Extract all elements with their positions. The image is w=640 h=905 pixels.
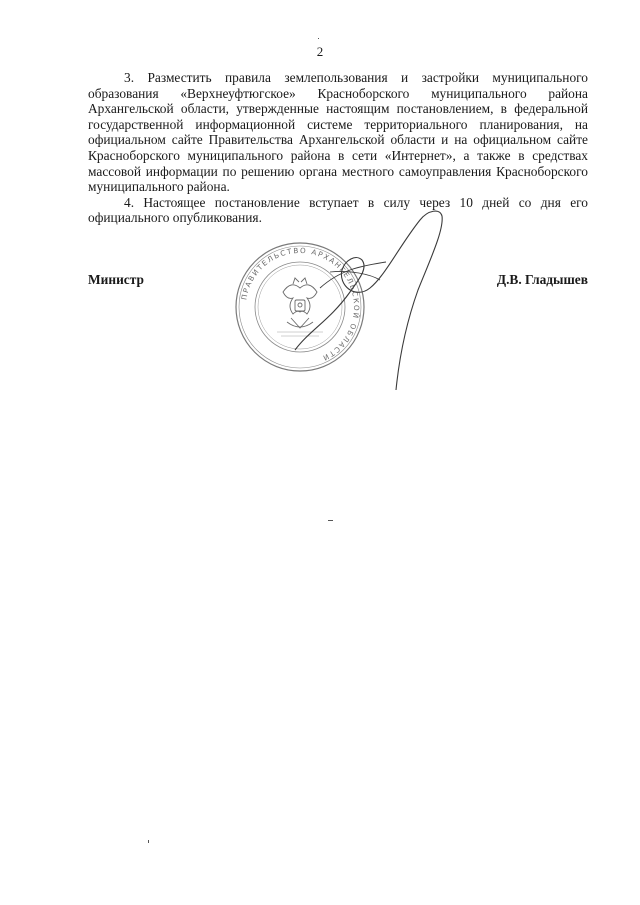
signer-title: Министр <box>88 272 144 287</box>
page-number: 2 <box>316 44 324 59</box>
scan-speck <box>328 520 333 521</box>
handwritten-signature <box>290 200 450 400</box>
seal-text: ПРАВИТЕЛЬСТВО АРХАНГЕЛЬСКОЙ ОБЛАСТИ <box>239 245 362 364</box>
scan-speck <box>148 840 149 843</box>
signer-name: Д.В. Гладышев <box>496 272 588 287</box>
scan-speck <box>318 38 319 39</box>
paragraph-4: 4. Настоящее постановление вступает в силу через 10 дней со дня его официального опубликования. <box>88 194 588 226</box>
paragraph-3: 3. Разместить правила землепользования и застройки муниципального образования «Верхнеуфтюгское» Красноборского муниципального района Архангельской области, утвержденные настоящим постановлением, в федеральной государственной информационной системе территориального планирования, на официальном сайте Правительства Архангельской области и на официальном сайте Красноборского муниципального района в сети «Интернет», а также в средствах массовой информации по решению органа местного самоуправления Красноборского муниципального района. <box>88 70 588 195</box>
